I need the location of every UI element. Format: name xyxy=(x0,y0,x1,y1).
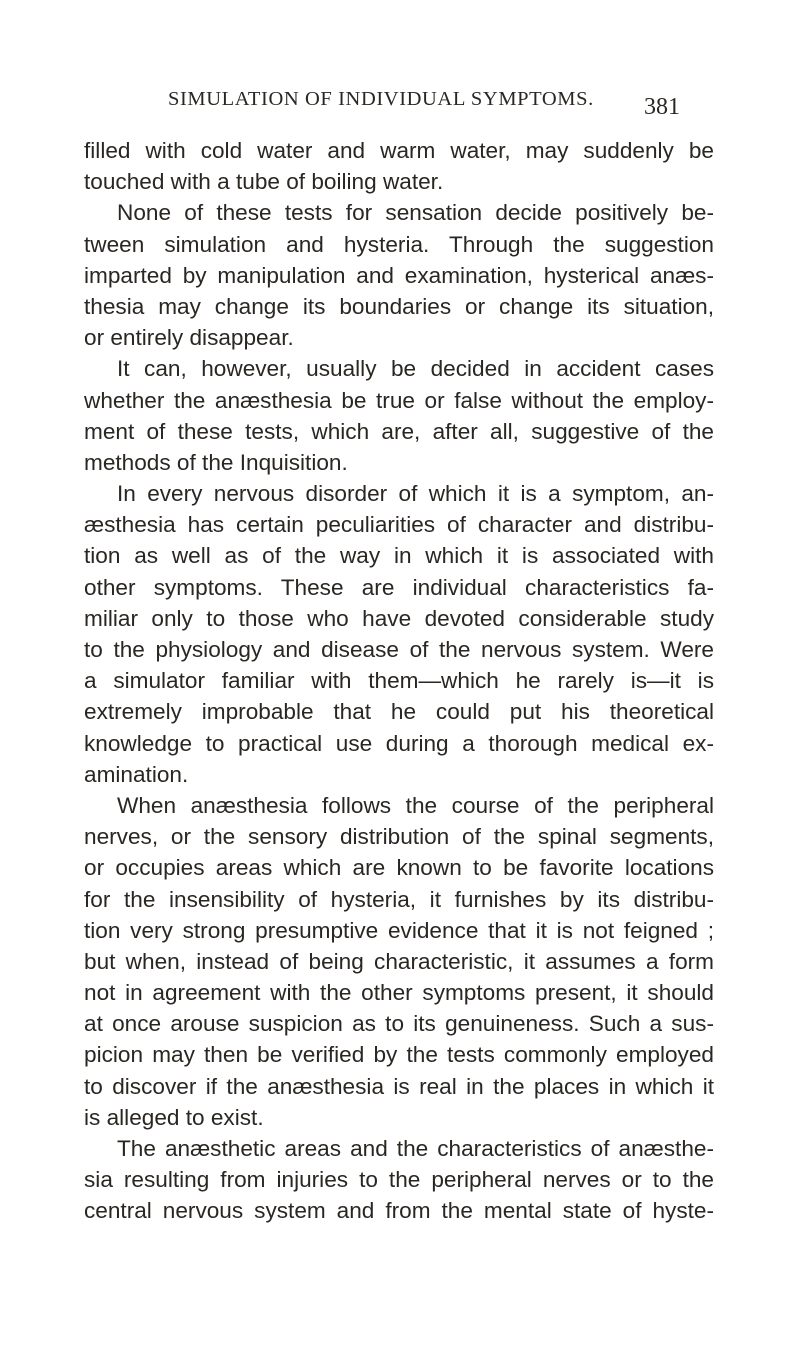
text-line: touched with a tube of boiling water. xyxy=(84,169,444,195)
text-line: other symptoms. These are individual characteristics fa- xyxy=(84,574,714,600)
page-header xyxy=(0,88,800,128)
text-line: but when, instead of being characteristic, it assumes a form xyxy=(84,948,714,974)
text-line: methods of the Inquisition. xyxy=(84,449,348,475)
text-line: ment of these tests, which are, after all, suggestive of the xyxy=(84,418,714,444)
text-line: miliar only to those who have devoted considerable study xyxy=(84,605,714,631)
text-line: None of these tests for sensation decide positively be- xyxy=(117,200,714,226)
text-line: or occupies areas which are known to be favorite locations xyxy=(84,855,714,881)
text-line: filled with cold water and warm water, may suddenly be xyxy=(84,138,714,163)
text-line: sia resulting from injuries to the peripheral nerves or to the xyxy=(84,1167,714,1193)
text-line: picion may then be verified by the tests commonly employed xyxy=(84,1042,714,1068)
text-line: imparted by manipulation and examination, hysterical anæs- xyxy=(84,262,714,288)
text-line: In every nervous disorder of which it is a symptom, an- xyxy=(117,481,714,507)
text-line: thesia may change its boundaries or change its situation, xyxy=(84,293,714,319)
text-line: to the physiology and disease of the nervous system. Were xyxy=(84,637,714,662)
text-line: central nervous system and from the mental state of hyste- xyxy=(84,1198,714,1224)
text-line: nerves, or the sensory distribution of the spinal segments, xyxy=(84,824,714,850)
text-line: tween simulation and hysteria. Through the suggestion xyxy=(84,231,714,257)
text-line: extremely improbable that he could put his theoretical xyxy=(84,699,714,725)
text-line: to discover if the anæsthesia is real in the places in which it xyxy=(84,1073,714,1099)
running-title: SIMULATION OF INDIVIDUAL SYMPTOMS. xyxy=(168,88,594,110)
text-line: whether the anæsthesia be true or false without the employ- xyxy=(84,387,714,413)
text-line: When anæsthesia follows the course of the peripheral xyxy=(117,792,714,818)
text-line: amination. xyxy=(84,761,189,787)
text-line: tion very strong presumptive evidence that it is not feigned ; xyxy=(84,917,714,943)
text-line: knowledge to practical use during a thorough medical ex- xyxy=(84,730,714,756)
text-line: æsthesia has certain peculiarities of character and distribu- xyxy=(84,512,714,538)
text-line: It can, however, usually be decided in accident cases xyxy=(117,356,714,382)
text-line: The anæsthetic areas and the characteristics of anæsthe- xyxy=(117,1136,714,1161)
text-line: is alleged to exist. xyxy=(84,1104,264,1130)
text-line: or entirely disappear. xyxy=(84,325,294,351)
text-line: not in agreement with the other symptoms present, it should xyxy=(84,980,714,1006)
text-line: for the insensibility of hysteria, it furnishes by its distribu- xyxy=(84,886,714,912)
body-text xyxy=(84,135,714,1227)
page-number: 381 xyxy=(644,94,680,120)
text-line: at once arouse suspicion as to its genuineness. Such a sus- xyxy=(84,1011,714,1037)
text-line: tion as well as of the way in which it is associated with xyxy=(84,543,714,569)
text-line: a simulator familiar with them—which he rarely is—it is xyxy=(84,668,714,694)
